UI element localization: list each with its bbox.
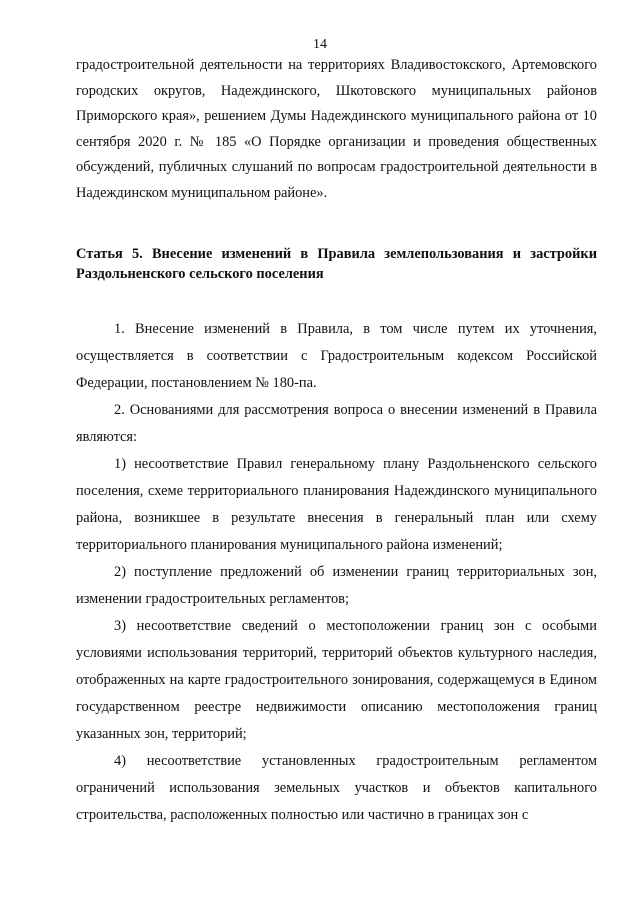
list-item-2: 2) поступление предложений об изменении границ территориальных зон, изменении градостроительных регламентов;	[76, 563, 597, 607]
article-heading: Статья 5. Внесение изменений в Правила землепользования и застройки Раздольненского сельского поселения	[76, 245, 597, 282]
page-number: 14	[313, 37, 327, 52]
list-item-4: 4) несоответствие установленных градостроительным регламентом ограничений использования земельных участков и объектов капитального строительства, расположенных полностью или частично в границах зон с	[76, 752, 597, 823]
list-item-3: 3) несоответствие сведений о местоположении границ зон с особыми условиями использования территорий, территорий объектов культурного наследия, отображенных на карте градостроительного зонирования, содержащемуся в Едином государственном реестре недвижимости описанию местоположения границ указанных зон, территорий;	[76, 617, 597, 742]
list-item-1: 1) несоответствие Правил генеральному плану Раздольненского сельского поселения, схеме территориального планирования Надеждинского муниципального района, возникшее в результате внесения в генеральный план или схему территориального планирования муниципального района изменений;	[76, 455, 597, 553]
paragraph-1: 1. Внесение изменений в Правила, в том числе путем их уточнения, осуществляется в соответствии с Градостроительным кодексом Российской Федерации, постановлением № 180-па.	[76, 320, 597, 391]
paragraph-2: 2. Основаниями для рассмотрения вопроса о внесении изменений в Правила являются:	[76, 401, 597, 445]
intro-paragraph: градостроительной деятельности на территориях Владивостокского, Артемовского городских округов, Надеждинского, Шкотовского муниципальных районов Приморского края», решением Думы Надеждинского муниципального района от 10 сентября 2020 г. № 185 «О Порядке организации и проведения общественных обсуждений, публичных слушаний по вопросам градостроительной деятельности в Надеждинском муниципальном районе».	[76, 57, 597, 201]
page-content	[76, 53, 597, 829]
article-body	[76, 316, 597, 829]
